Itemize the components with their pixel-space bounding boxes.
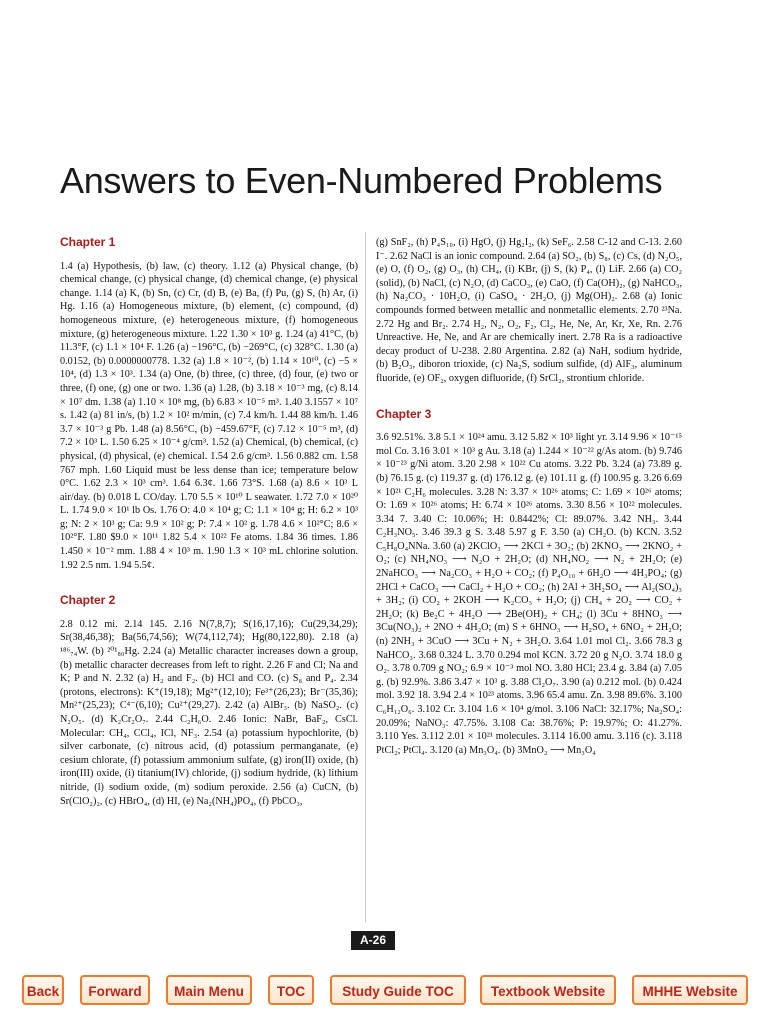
chapter-3-answers: 3.6 92.51%. 3.8 5.1 × 10²⁴ amu. 3.12 5.82 × 10³ light yr. 3.14 9.96 × 10⁻¹⁵ mol Co. 3.16 3.01 × 10³ g Au. 3.18 (a) 1.244 × 10⁻²² g/As atom. (b) 9.746 × 10⁻²³ g/Ni atom. 3.20 2.98 × 10²² Cu atoms. 3.22 Pb. 3.24 (a) 73.89 g. (b) 76.15 g. (c) 119.37 g. (d) 176.12 g. (e) 101.11 g. (f) 100.95 g. 3.26 6.69 × 10²¹ C₂H₆ molecules. 3.28 N: 3.37 × 10²⁶ atoms; C: 1.69 × 10²⁶ atoms; O: 1.69 × 10²⁶ atoms; H: 6.74 × 10²⁶ atoms. 3.30 8.56 × 10²² molecules. 3.34 7. 3.40 C: 10.06%; H: 0.8442%; Cl: 89.07%. 3.42 NH₃. 3.44 C₂H₃NO₅. 3.46 39.3 g S. 3.48 5.97 g F. 3.50 (a) CH₂O. (b) KCN. 3.52 C₅H₈O₄NNa. 3.60 (a) 2KClO₃ ⟶ 2KCl + 3O₂; (b) 2KNO₃ ⟶ 2KNO₂ + O₂; (c) NH₄NO₃ ⟶ N₂O + 2H₂O; (d) NH₄NO₂ ⟶ N₂ + 2H₂O; (e) 2NaHCO₃ ⟶ Na₂CO₃ + H₂O + CO₂; (f) P₄O₁₀ + 6H₂O ⟶ 4H₃PO₄; (g) 2HCl + CaCO₃ ⟶ CaCl₂ + H₂O + CO₂; (h) 2Al + 3H₂SO₄ ⟶ Al₂(SO₄)₃ + 3H₂; (i) CO₂ + 2KOH ⟶ K₂CO₃ + H₂O; (j) CH₄ + 2O₂ ⟶ CO₂ + 2H₂O; (k) Be₂C + 4H₂O ⟶ 2Be(OH)₂ + CH₄; (l) 3Cu + 8HNO₃ ⟶ 3Cu(NO₃)₂ + 2NO + 4H₂O; (m) S + 6HNO₃ ⟶ H₂SO₄ + 6NO₂ + 2H₂O; (n) 2NH₃ + 3CuO ⟶ 3Cu + N₂ + 3H₂O. 3.64 1.01 mol Cl₂. 3.66 78.3 g NaHCO₃. 3.68 0.324 L. 3.70 0.294 mol KCN. 3.72 20 g N₂O. 3.74 18.0 g O₂. 3.78 0.709 g NO₂; 6.9 × 10⁻³ mol NO. 3.80 HCl; 23.4 g. 3.84 (a) 7.05 g. (b) 92.9%. 3.86 3.47 × 10³ g. 3.88 Cl₂O₇. 3.90 (a) 0.212 mol. (b) 0.424 mol. 3.92 18. 3.94 2.4 × 10²³ atoms. 3.96 65.4 amu. Zn. 3.98 89.6%. 3.100 C₆H₁₂O₆. 3.102 Cr. 3.104 1.6 × 10⁴ g/mol. 3.106 NaCl: 32.17%; Na₂SO₄: 20.09%; NaNO₃: 47.75%. 3.108 Ca: 38.76%; P: 19.97%; O: 41.27%. 3.110 Yes. 3.112 2.01 × 10²¹ molecules. 3.114 16.00 amu. 3.116 (c). 3.118 PtCl₂; PtCl₄. 3.120 (a) Mn₃O₄. (b) 3MnO₂ ⟶ Mn₃O₄	[376, 432, 682, 756]
chapter-1-heading: Chapter 1	[60, 235, 116, 249]
chapter-3-heading: Chapter 3	[376, 406, 432, 421]
back-button[interactable]: Back	[22, 975, 64, 1005]
page-number: A-26	[351, 931, 395, 950]
forward-button[interactable]: Forward	[80, 975, 150, 1005]
page-title: Answers to Even-Numbered Problems	[60, 160, 663, 201]
study-guide-toc-button[interactable]: Study Guide TOC	[330, 975, 466, 1005]
textbook-website-button[interactable]: Textbook Website	[480, 975, 616, 1005]
mhhe-website-button[interactable]: MHHE Website	[632, 975, 748, 1005]
chapter-2-answers: 2.8 0.12 mi. 2.14 145. 2.16 N(7,8,7); S(16,17,16); Cu(29,34,29); Sr(38,46,38); Ba(56,74,56); W(74,112,74); Hg(80,122,80). 2.18 (a) ¹⁸⁶₇₄W. (b) ²⁰¹₈₀Hg. 2.24 (a) Metallic character increases down a group, (b) metallic character decreases from left to right. 2.26 F and Cl; Na and K; P and N. 2.32 (a) H₂ and F₂. (b) HCl and CO. (c) S₈ and P₄. 2.34 (protons, electrons): K⁺(19,18); Mg²⁺(12,10); Fe³⁺(26,23); Br⁻(35,36); Mn²⁺(25,23); C⁴⁻(6,10); Cu²⁺(29,27). 2.42 (a) AlBr₃. (b) NaSO₂. (c) N₂O₅. (d) K₂Cr₂O₇. 2.44 C₂H₆O. 2.46 Ionic: NaBr, BaF₂, CsCl. Molecular: CH₄, CCl₄, ICl, NF₃. 2.54 (a) potassium hypochlorite, (b) silver carbonate, (c) nitrous acid, (d) potassium permanganate, (e) cesium chlorate, (f) potassium ammonium sulfate, (g) iron(II) oxide, (h) iron(III) oxide, (i) titanium(IV) chloride, (j) sodium hydride, (k) lithium nitride, (l) sodium oxide, (m) sodium peroxide. 2.56 (a) CuCN, (b) Sr(ClO₂)₂, (c) HBrO₄, (d) HI, (e) Na₂(NH₄)PO₄, (f) PbCO₃,	[60, 618, 358, 807]
chapter-2-heading: Chapter 2	[60, 593, 116, 608]
main-menu-button[interactable]: Main Menu	[166, 975, 252, 1005]
toc-button[interactable]: TOC	[268, 975, 314, 1005]
right-column	[376, 236, 682, 779]
chapter-1-answers: 1.4 (a) Hypothesis, (b) law, (c) theory. 1.12 (a) Physical change, (b) chemical change, (c) physical change, (d) chemical change, (e) physical change. 1.14 (a) K, (b) Sn, (c) Cr, (d) B, (e) Ba, (f) Pu, (g) S, (h) Ar, (i) Hg. 1.16 (a) Homogeneous mixture, (b) element, (c) compound, (d) homogeneous mixture, (e) heterogeneous mixture, (f) homogeneous mixture, (g) heterogeneous mixture. 1.22 1.30 × 10³ g. 1.24 (a) 41°C, (b) 11.3°F, (c) 1.1 × 10⁴ F. 1.26 (a) −196°C, (b) −269°C, (c) 328°C. 1.30 (a) 0.0152, (b) 0.0000000778. 1.32 (a) 1.8 × 10⁻², (b) 1.14 × 10¹⁰, (c) −5 × 10⁴, (d) 1.3 × 10³. 1.34 (a) One, (b) three, (c) three, (d) four, (e) two or three, (f) one, (g) one or two. 1.36 (a) 1.28, (b) 3.18 × 10⁻³ mg, (c) 8.14 × 10⁷ dm. 1.38 (a) 1.10 × 10⁸ mg, (b) 6.83 × 10⁻⁵ m³. 1.40 3.1557 × 10⁷ s. 1.42 (a) 81 in/s, (b) 1.2 × 10² m/min, (c) 7.4 km/h. 1.44 88 km/h. 1.46 3.7 × 10⁻³ g Pb. 1.48 (a) 8.56°C, (b) −459.67°F, (c) 7.12 × 10⁻⁵ m³, (d) 7.2 × 10³ L. 1.50 6.25 × 10⁻⁴ g/cm³. 1.52 (a) Chemical, (b) chemical, (c) physical, (d) physical, (e) chemical. 1.54 2.6 g/cm³. 1.56 0.882 cm. 1.58 767 mph. 1.60 Liquid must be less dense than ice; temperature below 0°C. 1.62 2.3 × 10³ cm³. 1.64 6.3¢. 1.66 73°S. 1.68 (a) 8.6 × 10³ L air/day. (b) 0.018 L CO/day. 1.70 5.5 × 10¹⁰ L seawater. 1.72 7.0 × 10²⁰ L. 1.74 9.0 × 10¹ lb Os. 1.76 O: 4.0 × 10⁴ g; C: 1.1 × 10⁴ g; H: 6.2 × 10³ g; N: 2 × 10³ g; Ca: 9.9 × 10² g; P: 7.4 × 10² g. 1.78 4.6 × 10²°C; 8.6 × 10²°F. 1.80 $9.0 × 10¹¹ 1.82 5.4 × 10²² Fe atoms. 1.84 36 times. 1.86 1.450 × 10⁻² mm. 1.88 4 × 10³ m. 1.90 1.3 × 10³ mL chlorine solution. 1.92 2.5 nm. 1.94 5.5¢.	[60, 260, 358, 571]
column-divider	[365, 232, 366, 922]
navigation-bar	[0, 975, 768, 1015]
chapter-2-answers-continued: (g) SnF₂, (h) P₄S₁₀, (i) HgO, (j) Hg₂I₂, (k) SeF₆. 2.58 C-12 and C-13. 2.60 I⁻. 2.62 NaCl is an ionic compound. 2.64 (a) SO₂, (b) S₈, (c) Cs, (d) N₂O₅, (e) O, (f) O₂, (g) O₃, (h) CH₄, (i) KBr, (j) S, (k) P₄, (l) LiF. 2.66 (a) CO₂ (solid), (b) NaCl, (c) N₂O, (d) CaCO₃, (e) CaO, (f) Ca(OH)₂, (g) NaHCO₃, (h) Na₂CO₃ · 10H₂O, (i) CaSO₄ · 2H₂O, (j) Mg(OH)₂. 2.68 (a) Ionic compounds formed between metallic and nonmetallic elements. 2.70 ²³Na. 2.72 Hg and Br₂. 2.74 H₂, N₂, O₂, F₂, Cl₂, He, Ne, Ar, Kr, Xe, Rn. 2.76 Unreactive. He, Ne, and Ar are chemically inert. 2.78 Ra is a radioactive decay product of U-238. 2.80 Argentina. 2.82 (a) NaH, sodium hydride, (b) B₂O₃, diboron trioxide, (c) Na₂S, sodium sulfide, (d) AlF₃, aluminum fluoride, (e) OF₂, oxygen difluoride, (f) SrCl₂, strontium chloride.	[376, 237, 682, 384]
left-column	[60, 236, 358, 830]
